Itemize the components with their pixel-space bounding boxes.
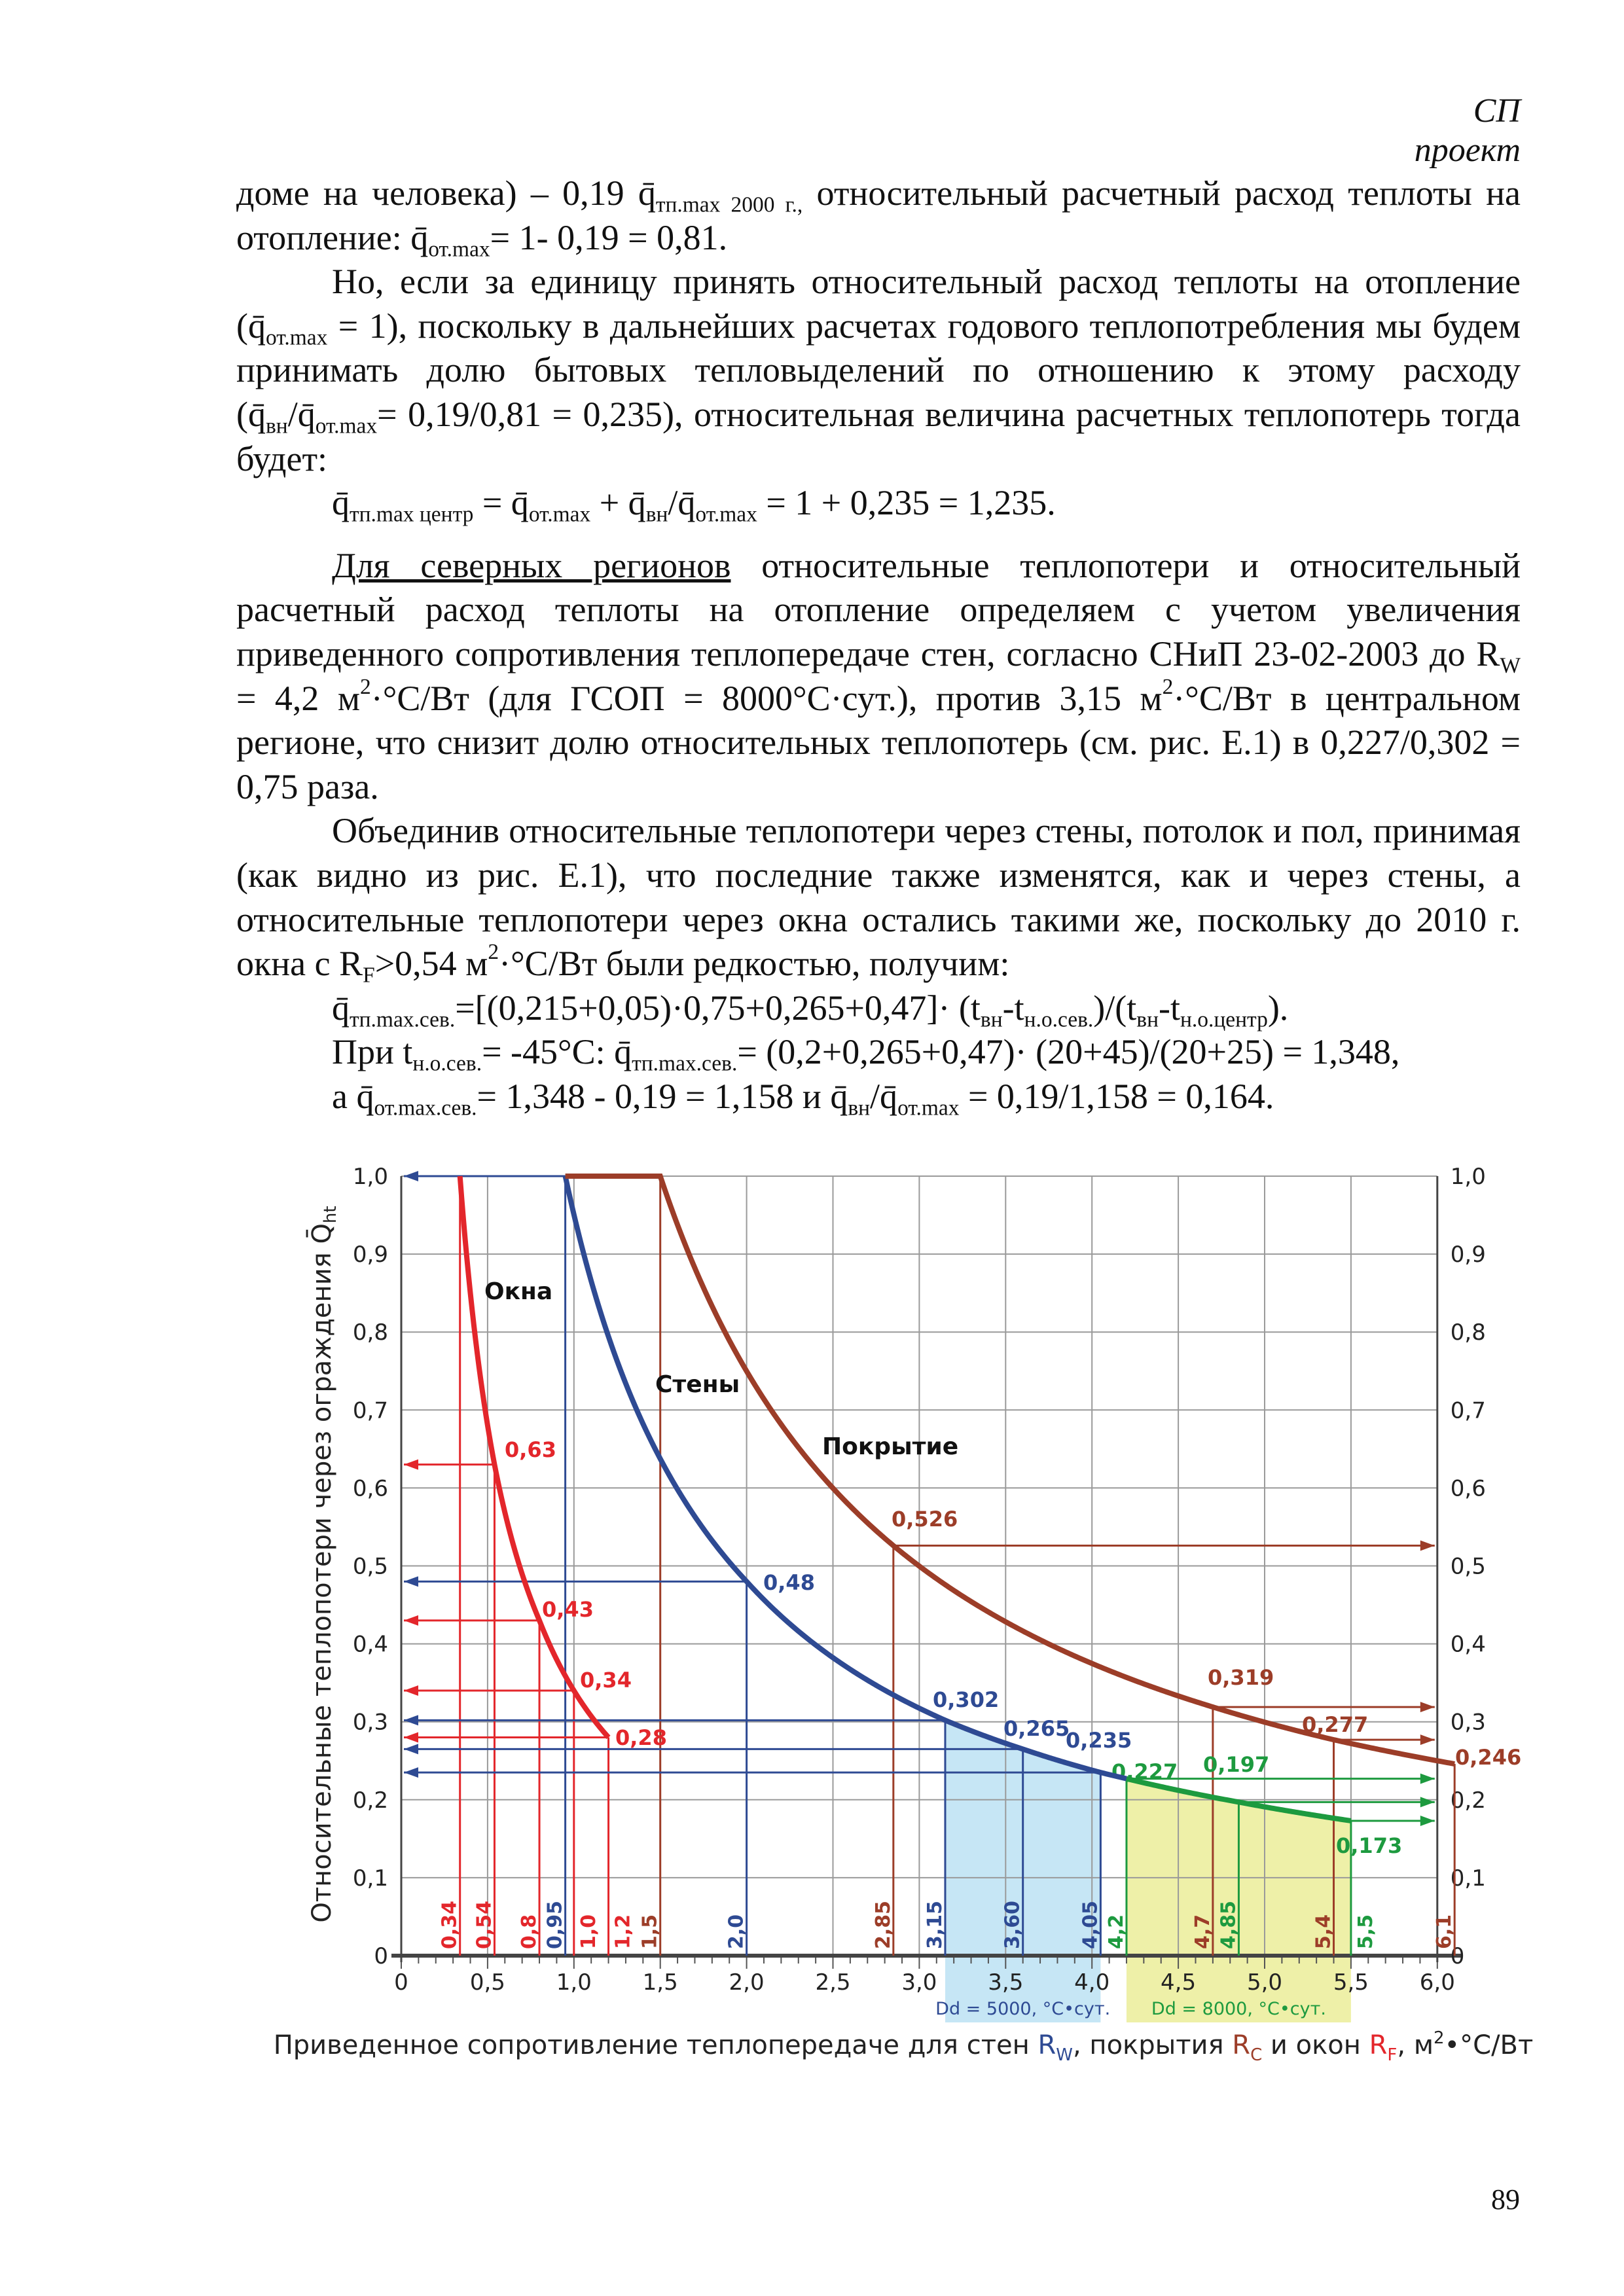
marker-label: 2,0: [725, 1914, 748, 1949]
superscript: 2: [360, 674, 371, 699]
text-run: а q̄: [332, 1076, 374, 1116]
x-axis-label-part: , покрытия: [1073, 2030, 1233, 2060]
marker-label: 4,85: [1217, 1900, 1240, 1949]
series-name-label: Стены: [655, 1371, 740, 1398]
arrowhead-icon: [404, 1685, 418, 1696]
y-tick-label-left: 0,1: [352, 1865, 388, 1892]
marker-label: 4,2: [1104, 1914, 1128, 1949]
subscript: н.о.сев.: [412, 1051, 482, 1076]
subscript: от.max: [897, 1096, 960, 1121]
marker-label: 3,15: [923, 1900, 947, 1949]
marker-label: 4,05: [1079, 1900, 1102, 1949]
text-run: Объединив относительные теплопотери через стены, потолок и пол, принимая (как видно из рис. Е.1), что последние также изменятся, как и через стены, а относительные теплопотери через окна остались такими же, поскольку до 2010 г. окна с R: [236, 811, 1521, 984]
data-label: 0,227: [1111, 1759, 1178, 1784]
header-status: проект: [1414, 132, 1521, 169]
text-run: q̄: [332, 483, 350, 523]
text-run: ).: [1267, 988, 1289, 1028]
x-axis-label-part: 2: [1434, 2028, 1445, 2048]
subscript: тп.max центр: [350, 502, 474, 527]
arrowhead-icon: [404, 1460, 418, 1470]
text-run: доме на человека) – 0,19 q̄: [236, 173, 656, 213]
subscript: тп.max 2000 г.,: [655, 192, 803, 217]
zone-label: Dd = 8000, °С•сут.: [1151, 1999, 1326, 2019]
x-tick-label: 5,5: [1333, 1969, 1369, 1996]
x-axis-label: [274, 2028, 1534, 2065]
marker-label: 0,8: [518, 1914, 541, 1949]
x-tick-label: 1,5: [642, 1969, 678, 1996]
marker-label: 2,85: [871, 1900, 895, 1949]
y-tick-label-left: 0,9: [352, 1242, 388, 1268]
series-name-label: Окна: [484, 1278, 553, 1305]
text-run: /q̄: [287, 394, 316, 434]
text-run: =[(0,215+0,05)·0,75+0,265+0,47]· (t: [455, 988, 981, 1028]
text-run: = -45°С: q̄: [482, 1032, 632, 1072]
text-run: ·°С/Вт (для ГСОП = 8000°С·сут.), против 3,15 м: [370, 678, 1163, 718]
y-tick-label-right: 1,0: [1450, 1164, 1486, 1190]
arrowhead-icon: [404, 1732, 418, 1743]
marker-label: 1,5: [638, 1914, 662, 1949]
y-tick-label-right: 0,2: [1450, 1787, 1486, 1814]
y-axis-label-part: ht: [321, 1206, 340, 1224]
text-run: = 1 + 0,235 = 1,235.: [757, 483, 1056, 523]
y-tick-label-left: 0,8: [352, 1319, 388, 1346]
y-tick-label-right: 0,4: [1450, 1631, 1486, 1658]
x-tick-label: 0,5: [469, 1969, 505, 1996]
subscript: вн: [265, 414, 288, 439]
subscript: от.max: [315, 414, 378, 439]
text-run: /q̄: [668, 483, 696, 523]
subscript: вн: [645, 502, 668, 527]
zone-label: Dd = 5000, °С•сут.: [935, 1999, 1111, 2019]
x-axis-label-part: F: [1387, 2045, 1398, 2065]
x-tick-label: 4,5: [1161, 1969, 1197, 1996]
x-tick-label: 2,0: [729, 1969, 765, 1996]
text-run: /q̄: [870, 1076, 898, 1116]
data-label: 0,302: [933, 1687, 1000, 1712]
data-label: 0,197: [1203, 1752, 1270, 1777]
marker-label: 1,0: [577, 1914, 600, 1949]
data-label: 0,319: [1208, 1665, 1274, 1690]
data-label: 0,173: [1336, 1833, 1403, 1858]
arrowhead-icon: [1420, 1816, 1435, 1826]
text-run: Для северных регионов: [332, 545, 731, 585]
y-tick-label-right: 0,7: [1450, 1397, 1486, 1424]
data-label: 0,235: [1066, 1728, 1132, 1753]
x-axis-label-part: W: [1056, 2045, 1073, 2065]
x-tick-label: 6,0: [1419, 1969, 1455, 1996]
data-label: 0,246: [1455, 1745, 1522, 1770]
arrowhead-icon: [404, 1615, 418, 1626]
series-line: [566, 1176, 1455, 1764]
x-axis-label-part: Приведенное сопротивление теплопередаче для стен: [273, 2030, 1038, 2060]
data-label: 0,265: [1003, 1716, 1070, 1741]
subscript: от.max: [428, 237, 490, 262]
y-tick-label-right: 0,6: [1450, 1475, 1486, 1502]
text-run: = q̄: [473, 483, 529, 523]
x-tick-label: 5,0: [1246, 1969, 1283, 1996]
y-axis-label-part: Относительные теплопотери через ограждения Q̄: [307, 1223, 337, 1923]
text-run: q̄: [332, 988, 350, 1028]
y-tick-label-right: 0,3: [1450, 1709, 1486, 1736]
y-tick-label-left: 0: [374, 1943, 388, 1969]
arrowhead-icon: [404, 1767, 418, 1778]
y-tick-label-right: 0: [1450, 1943, 1465, 1969]
subscript: н.о.центр: [1180, 1007, 1268, 1032]
text-run: относительный расчетный расход теплоты на отопление: q̄: [236, 173, 1521, 257]
x-tick-label: 2,5: [815, 1969, 851, 1996]
text-run: = (0,2+0,265+0,47)· (20+45)/(20+25) = 1,348,: [737, 1032, 1400, 1072]
text-run: -t: [1002, 988, 1024, 1028]
y-tick-label-left: 0,2: [352, 1787, 388, 1814]
y-tick-label-left: 1,0: [352, 1164, 388, 1190]
marker-label: 5,4: [1312, 1914, 1335, 1949]
y-tick-label-left: 0,7: [352, 1397, 388, 1424]
marker-label: 5,5: [1354, 1914, 1377, 1949]
x-axis-label-part: R: [1038, 2030, 1056, 2060]
text-run: ·°С/Вт были редкостью, получим:: [499, 944, 1010, 984]
superscript: 2: [1162, 674, 1174, 699]
text-run: = 1,348 - 0,19 = 1,158 и q̄: [477, 1076, 848, 1116]
subscript: от.max: [265, 325, 328, 350]
arrowhead-icon: [404, 1715, 418, 1725]
marker-label: 0,34: [438, 1900, 461, 1949]
x-axis-label-part: , м: [1397, 2030, 1434, 2060]
text-run: = 0,19/1,158 = 0,164.: [959, 1076, 1274, 1116]
data-label: 0,28: [615, 1725, 667, 1750]
arrowhead-icon: [404, 1171, 418, 1181]
text-run: = 1- 0,19 = 0,81.: [490, 217, 728, 257]
x-tick-label: 3,0: [901, 1969, 937, 1996]
text-run: = 4,2 м: [236, 678, 361, 718]
x-axis-label-part: •°С/Вт: [1444, 2030, 1534, 2060]
data-label: 0,43: [542, 1597, 594, 1622]
text-run: -t: [1158, 988, 1180, 1028]
superscript: 2: [488, 939, 499, 964]
subscript: от.max: [528, 502, 591, 527]
subscript: вн: [980, 1007, 1003, 1032]
x-axis-label-part: C: [1250, 2045, 1263, 2065]
subscript: от.max: [695, 502, 757, 527]
marker-label: 3,60: [1001, 1900, 1024, 1949]
text-run: относительные теплопотери и относительный расчетный расход теплоты на отопление определяем с учетом увеличения приведенного сопротивления теплопередаче стен, согласно СНиП 23-02-2003 до R: [236, 545, 1521, 673]
y-tick-label-left: 0,3: [352, 1709, 388, 1736]
arrowhead-icon: [1420, 1734, 1435, 1745]
subscript: тп.max.сев.: [632, 1051, 738, 1076]
arrowhead-icon: [1420, 1541, 1435, 1551]
x-tick-label: 3,5: [988, 1969, 1024, 1996]
text-run: >0,54 м: [374, 944, 488, 984]
text-run: При t: [332, 1032, 413, 1072]
arrowhead-icon: [1420, 1774, 1435, 1784]
marker-label: 4,7: [1191, 1914, 1214, 1949]
y-tick-label-right: 0,1: [1450, 1865, 1486, 1892]
data-label: 0,63: [505, 1437, 556, 1462]
y-tick-label-right: 0,9: [1450, 1242, 1486, 1268]
marker-label: 1,2: [611, 1914, 635, 1949]
subscript: F: [363, 963, 375, 988]
x-tick-label: 4,0: [1074, 1969, 1110, 1996]
text-run: = 1), поскольку в дальнейших расчетах годового теплопотребления мы будем принимать долю бытовых тепловыделений по отношению к этому расходу (q̄: [236, 306, 1521, 434]
subscript: н.о.сев.: [1024, 1007, 1094, 1032]
page-number: 89: [1491, 2183, 1520, 2215]
x-tick-label: 1,0: [556, 1969, 592, 1996]
x-axis-label-part: R: [1369, 2030, 1388, 2060]
data-label: 0,48: [763, 1570, 815, 1595]
arrowhead-icon: [1420, 1797, 1435, 1807]
arrowhead-icon: [404, 1744, 418, 1754]
marker-label: 6,1: [1433, 1914, 1456, 1949]
y-tick-label-left: 0,6: [352, 1475, 388, 1502]
y-tick-label-left: 0,4: [352, 1631, 388, 1658]
marker-label: 0,95: [543, 1900, 567, 1949]
marker-label: 0,54: [473, 1900, 496, 1949]
subscript: вн: [1136, 1007, 1159, 1032]
text-run: Но, если за единицу принять относительный расход теплоты на отопление (q̄: [236, 262, 1521, 346]
y-tick-label-right: 0,5: [1450, 1553, 1486, 1580]
x-axis-label-part: и окон: [1262, 2030, 1369, 2060]
subscript: вн: [848, 1096, 871, 1121]
subscript: W: [1500, 653, 1521, 678]
subscript: тп.max.сев.: [350, 1007, 456, 1032]
series-line: [566, 1176, 1127, 1779]
data-label: 0,277: [1302, 1712, 1369, 1737]
x-axis-label-part: R: [1232, 2030, 1251, 2060]
arrowhead-icon: [404, 1576, 418, 1587]
arrowhead-icon: [1420, 1702, 1435, 1712]
y-tick-label-left: 0,5: [352, 1553, 388, 1580]
subscript: от.max.сев.: [374, 1096, 477, 1121]
text-run: ·°С/Вт в центральном регионе, что снизит долю относительных теплопотерь (см. рис. Е.1) в 0,227/0,302 = 0,75 раза.: [236, 678, 1521, 806]
header-doc-type: СП: [1473, 92, 1521, 130]
text-run: + q̄: [590, 483, 646, 523]
text-run: )/(t: [1093, 988, 1137, 1028]
data-label: 0,526: [892, 1507, 958, 1532]
x-tick-label: 0: [394, 1969, 408, 1996]
y-axis-label: [306, 1206, 340, 1922]
text-run: = 0,19/0,81 = 0,235), относительная величина расчетных теплопотерь тогда будет:: [236, 394, 1521, 478]
data-label: 0,34: [580, 1668, 632, 1693]
y-tick-label-right: 0,8: [1450, 1319, 1486, 1346]
series-name-label: Покрытие: [822, 1433, 959, 1460]
